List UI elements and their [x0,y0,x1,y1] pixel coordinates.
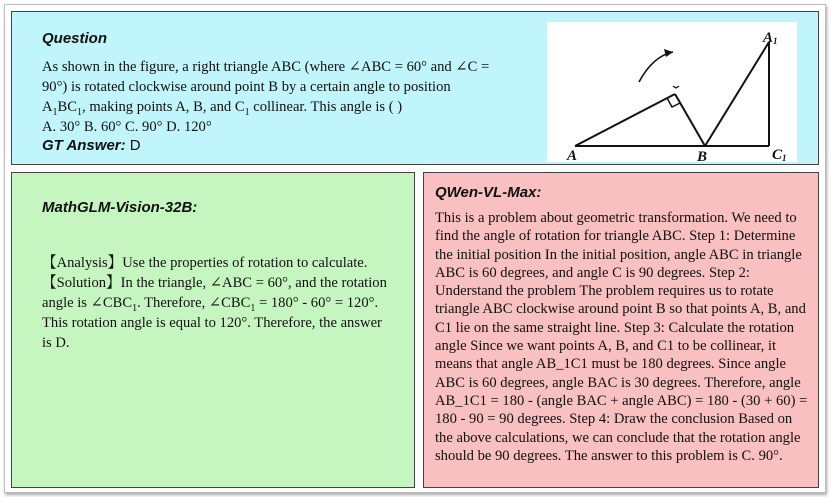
model-b-panel [423,172,819,488]
question-title: Question [42,30,108,47]
triangle-rotation-diagram [547,22,797,162]
model-b-title: QWen-VL-Max: [435,184,542,201]
model-b-answer: This is a problem about geometric transformation. We need to find the angle of rotation for triangle ABC. Step 1: Determine the initial position In the initial position, angle ABC in triangle ABC is 60 degrees, and angle C is 90 degrees. Step 2: Understand the problem The problem requires us to rotate triangle ABC clockwise around point B so that points A, B, and C1 lie on the same straight line. Step 3: Calculate the rotation angle Since we want points A, B, and C1 to be collinear, it means that angle AB_1C1 must be 180 degrees. Since angle ABC is 60 degrees, angle BAC is 30 degrees. Therefore, angle AB_1C1 = 180 - (angle BAC + angle ABC) = 180 - (30 + 60) = 180 - 90 = 90 degrees. Step 4: Draw the conclusion Based on the above calculations, we can conclude that the rotation angle should be 90 degrees. The answer to this problem is C. 90°. [435,210,808,464]
vertex-c-tick [673,86,679,88]
gt-label: GT Answer: [42,137,126,154]
model-a-title: MathGLM-Vision-32B: [42,199,198,216]
rotation-arrow [639,52,673,82]
side-CB [675,94,705,146]
label-C1: C1 [772,147,787,162]
label-A1: A1 [763,30,778,46]
side-BA1 [705,42,769,146]
label-A: A [567,148,578,162]
model-a-panel [11,172,415,488]
side-AC [575,94,675,146]
question-choices: A. 30° B. 60° C. 90° D. 120° [42,119,212,135]
model-a-answer: 【Analysis】Use the properties of rotation to calculate. 【Solution】In the triangle, ∠ABC = 60°, and the rotation angle is $\angle CBC_1$. Therefore, $\angle CBC_1 = 180^\circ - 60^\circ = 120^\circ$. This rotation angle is equal to 120°. Therefore, the answer is D. [42,255,387,351]
gt-answer [42,137,141,154]
question-panel [11,11,819,165]
gt-value: D [129,137,141,154]
geometry-figure [547,22,797,162]
label-B: B [697,149,708,162]
question-text: As shown in the figure, a right triangle ABC (where ∠ABC = 60° and ∠C = 90°) is rotated clockwise around point B by a certain angle to position $A_1BC_1$, making points A, B, and $C_1$ collinear. This angle is ( ) A. 30° B. 60° C. 90° D. 120° [42,59,490,135]
figure-frame [4,4,826,493]
